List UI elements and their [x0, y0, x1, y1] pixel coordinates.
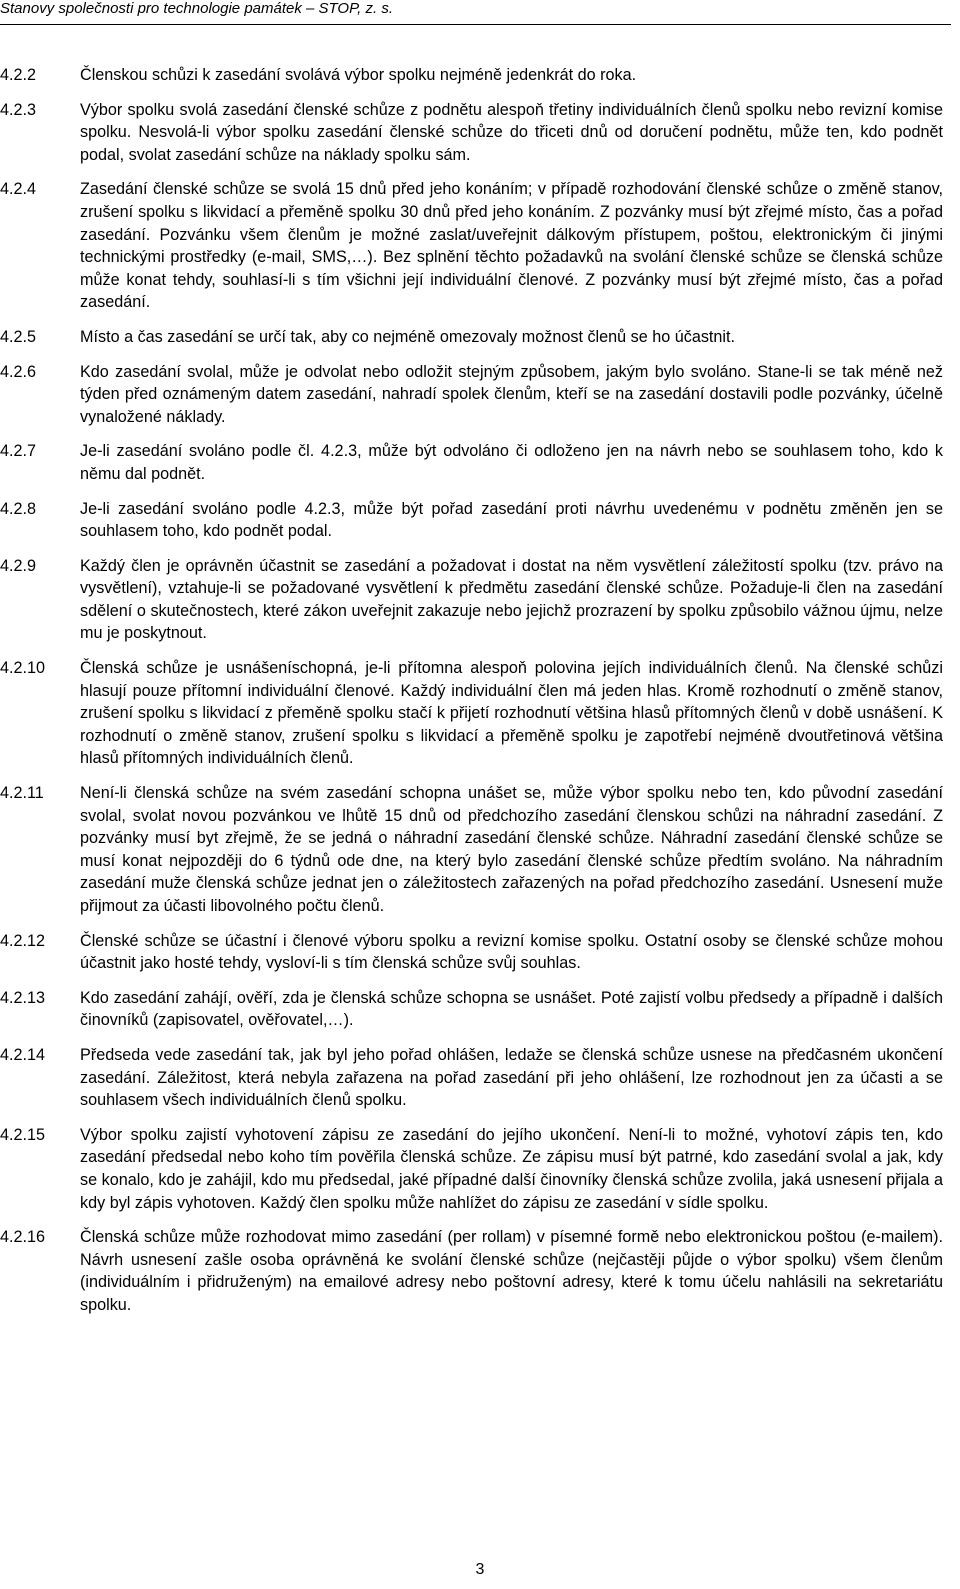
- clause-paragraph: Členská schůze je usnášeníschopná, je-li přítomna alespoň polovina jejích individuálních členů. Na členské schůzi hlasují pouze přítomní individuální členové. Každý individuální člen má jeden hlas. Kromě rozhodnutí o změně stanov, zrušení spolku s likvidací z přeměně spolku stačí k přijetí rozhodnutí většina hlasů přítomných členů v době usnášení. K rozhodnutí o změně stanov, zrušení spolku s likvidací a přeměně spolku je zapotřebí nejméně dvoutřetinová většina hlasů přítomných individuálních členů.: [80, 659, 943, 768]
- clause-text: [80, 1226, 943, 1316]
- clause-number: 4.2.14: [0, 1045, 46, 1064]
- clause-item: [0, 1124, 952, 1214]
- clause-text: [80, 99, 943, 167]
- clause-paragraph: Každý člen je oprávněn účastnit se zasedání a požadovat i dostat na něm vysvětlení záležitostí spolku (tzv. právo na vysvětlení), vztahuje-li se požadované vysvětlení k předmětu zasedání členské schůze. Požaduje-li člen na zasedání sdělení o skutečnostech, které zákon uveřejnit zakazuje nebo jejichž prozrazení by spolku způsobilo vážnou újmu, nelze mu je poskytnout.: [80, 556, 943, 643]
- clause-text: [80, 440, 943, 485]
- clause-item: [0, 555, 952, 645]
- clause-number: 4.2.11: [0, 784, 44, 803]
- clause-paragraph: Kdo zasedání svolal, může je odvolat nebo odložit stejným způsobem, jakým bylo svoláno. Stane-li se tak méně než týden před oznámeným datem zasedání, nahradí spolek členům, kteří se na zasedání dostavili podle pozvánky, účelně vynaložené náklady.: [80, 362, 943, 426]
- clause-number: 4.2.12: [0, 931, 46, 950]
- clause-paragraph: Předseda vede zasedání tak, jak byl jeho pořad ohlášen, ledaže se členská schůze usnese na předčasném ukončení zasedání. Záležitost, která nebyla zařazena na pořad zasedání při jeho ohlášení, lze rozhodnout jen za účasti a se souhlasem všech individuálních členů spolku.: [80, 1045, 943, 1110]
- clause-paragraph: Kdo zasedání zahájí, ověří, zda je členská schůze schopna se usnášet. Poté zajistí volbu předsedy a případně i dalších činovníků (zapisovatel, ověřovatel,…).: [80, 988, 943, 1030]
- page-header: [0, 0, 960, 40]
- clause-number: 4.2.2: [0, 66, 37, 84]
- clause-item: [0, 361, 952, 429]
- clause-number: 4.2.9: [0, 556, 37, 575]
- clause-paragraph: Je-li zasedání svoláno podle 4.2.3, může být pořad zasedání proti návrhu uvedenému v podnětu změněn jen se souhlasem toho, kdo podnět podal.: [80, 499, 943, 541]
- clause-number: 4.2.8: [0, 499, 37, 518]
- header-title: Stanovy společnosti pro technologie památek – STOP, z. s.: [0, 0, 394, 17]
- clause-paragraph: Místo a čas zasedání se určí tak, aby co nejméně omezovaly možnost členů se ho účastnit.: [80, 327, 736, 346]
- clause-text: [80, 326, 943, 349]
- clause-number: 4.2.6: [0, 362, 37, 381]
- clause-text: [80, 930, 943, 975]
- clause-number: 4.2.4: [0, 180, 37, 199]
- clause-number: 4.2.3: [0, 100, 37, 119]
- clause-item: [0, 64, 952, 87]
- clause-text: [80, 782, 943, 918]
- clause-item: [0, 1226, 952, 1316]
- clause-item: [0, 1044, 952, 1112]
- page-number: 3: [475, 1561, 485, 1578]
- clause-item: [0, 657, 952, 770]
- clause-paragraph: Výbor spolku zajistí vyhotovení zápisu ze zasedání do jejího ukončení. Není-li to možné, vyhotoví zápis ten, kdo zasedání předsedal nebo koho tím pověřila členská schůze. Ze zápisu musí být patrné, kdo zasedání svolal a jak, kdy se konalo, kdo je zahájil, kdo mu předsedal, jaké případné další činovníky členská schůze zvolila, jaká usnesení přijala a kdy byl zápis vyhotoven. Každý člen spolku může nahlížet do zápisu ze zasedání v sídle spolku.: [80, 1125, 943, 1212]
- clause-text: [80, 64, 943, 87]
- clause-item: [0, 987, 952, 1032]
- header-rule: [0, 24, 951, 25]
- clause-paragraph: Výbor spolku svolá zasedání členské schůze z podnětu alespoň třetiny individuálních členů spolku nebo revizní komise spolku. Nesvolá-li výbor spolku zasedání členské schůze do třiceti dnů od doručení podnětu, může ten, kdo podnět podal, svolat zasedání schůze na náklady spolku sám.: [80, 100, 943, 164]
- clause-text: [80, 178, 943, 314]
- clause-paragraph: Členské schůze se účastní i členové výboru spolku a revizní komise spolku. Ostatní osoby se členské schůze mohou účastnit jako hosté tehdy, vysloví-li s tím členská schůze svůj souhlas.: [80, 931, 943, 973]
- clause-text: [80, 657, 943, 770]
- clause-number: 4.2.10: [0, 659, 46, 678]
- clause-number: 4.2.13: [0, 988, 46, 1007]
- clause-item: [0, 782, 952, 918]
- clause-text: [80, 1124, 943, 1214]
- clause-paragraph: Zasedání členské schůze se svolá 15 dnů před jeho konáním; v případě rozhodování členské schůze o změně stanov, zrušení spolku s likvidací a přeměně spolku 30 dnů před jeho konáním. Z pozvánky musí být zřejmé místo, čas a pořad zasedání. Pozvánku všem členům je možné zaslat/uveřejnit dálkovým přístupem, poštou, elektronickým či jinými technickými prostředky (e-mail, SMS,…). Bez splnění těchto požadavků na svolání členské schůze se členská schůze může konat tehdy, souhlasí-li s tím všichni její individuální členové. Z pozvánky musí být zřejmé místo, čas a pořad zasedání.: [80, 180, 943, 312]
- clause-number: 4.2.15: [0, 1125, 46, 1144]
- clause-item: [0, 440, 952, 485]
- clause-number: 4.2.5: [0, 327, 37, 346]
- clause-item: [0, 326, 952, 349]
- clause-paragraph: Je-li zasedání svoláno podle čl. 4.2.3, může být odvoláno či odloženo jen na návrh nebo se souhlasem toho, kdo k němu dal podnět.: [80, 442, 943, 483]
- clause-paragraph: Není-li členská schůze na svém zasedání schopna unášet se, může výbor spolku nebo ten, kdo původní zasedání svolal, svolat novou pozvánkou ve lhůtě 15 dnů od předchozího zasedání členskou schůzi na náhradní zasedání. Z pozvánky musí byt zřejmě, že se jedná o náhradní zasedání členské schůze. Náhradní zasedání členské schůze se musí konat nejpozději do 6 týdnů ode dne, na který bylo zasedání členské schůze předtím svoláno. Na náhradním zasedání muže členská schůze jednat jen o záležitostech zařazených na pořad předchozího zasedání. Usnesení muže přijmout za účasti libovolného počtu členů.: [80, 784, 943, 915]
- clause-text: [80, 1044, 943, 1112]
- clause-item: [0, 498, 952, 543]
- clause-item: [0, 99, 952, 167]
- clause-item: [0, 930, 952, 975]
- clause-number: 4.2.7: [0, 442, 37, 461]
- clause-number: 4.2.16: [0, 1228, 46, 1247]
- clause-text: [80, 361, 943, 429]
- clause-text: [80, 498, 943, 543]
- clause-text: [80, 987, 943, 1032]
- clause-paragraph: Členskou schůzi k zasedání svolává výbor spolku nejméně jedenkrát do roka.: [80, 66, 637, 84]
- clause-text: [80, 555, 943, 645]
- document-body: [0, 64, 952, 1329]
- clause-item: [0, 178, 952, 314]
- clause-paragraph: Členská schůze může rozhodovat mimo zasedání (per rollam) v písemné formě nebo elektronickou poštou (e-mailem). Návrh usnesení zašle osoba oprávněná ke svolání členské schůze (nejčastěji půjde o výbor spolku) všem členům (individuálním i přidruženým) na emailové adresy nebo poštovní adresy, které k tomu účelu nahlásili na sekretariátu spolku.: [80, 1228, 943, 1314]
